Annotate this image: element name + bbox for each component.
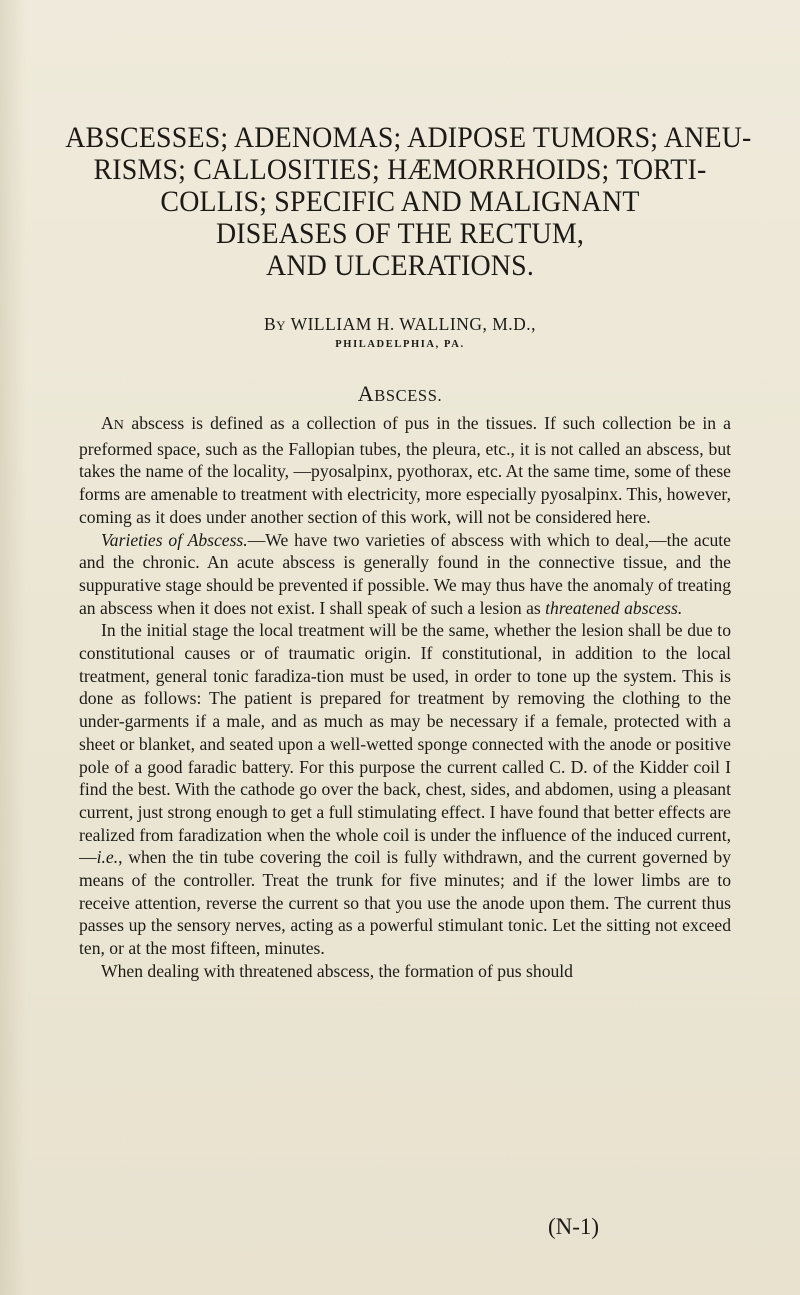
author-location: PHILADELPHIA, PA.: [335, 339, 465, 350]
paragraph-text: When dealing with threatened abscess, the formation of pus should: [101, 960, 573, 981]
author-byline: [40, 314, 760, 335]
italic-term: threatened abscess.: [545, 597, 683, 618]
paragraph-text: abscess is defined as a collection of pus in the tissues. If such collection be in a preformed space, such as the Fallopian tubes, the pleura, etc., it is not called an abscess, but takes the name of the locality, —pyosalpinx, pyothorax, etc. At the same time, some of these forms are amenable to treatment with electricity, more especially pyosalpinx. This, however, coming as it does under another section of this work, will not be considered here.: [79, 413, 731, 527]
title-line: COLLIS; SPECIFIC AND MALIGNANT: [160, 185, 640, 218]
title-line: ABSCESSES; ADENOMAS; ADIPOSE TUMORS; ANEU-: [65, 121, 752, 154]
byline-prefix-rest: Y: [276, 318, 287, 333]
paragraph-text: —We have two varieties of abscess with which to deal,—the acute and the chronic. An acute abscess is generally found in the connective tissue, and the suppurative stage should be prevented if possible. We may thus have the anomaly of treating an abscess when it does not exist. I shall speak of such a lesion as: [79, 529, 731, 618]
lead-rest: N: [113, 418, 125, 433]
italic-abbrev: i.e.: [96, 847, 119, 868]
author-name: WILLIAM H. WALLING, M.D.,: [290, 314, 537, 334]
heading-cap: A: [357, 381, 375, 406]
paragraph: [79, 412, 731, 529]
page-edge-shadow: [0, 0, 26, 1295]
body-text: [79, 412, 731, 983]
paragraph: [79, 619, 731, 960]
title-line: RISMS; CALLOSITIES; HÆMORRHOIDS; TORTI-: [93, 153, 707, 186]
subheading: Varieties of Abscess.: [101, 529, 248, 550]
lead-cap: A: [101, 413, 114, 433]
article-title: [65, 121, 752, 282]
section-heading: [40, 381, 760, 407]
paragraph-text: In the initial stage the local treatment will be the same, whether the lesion shall be due to constitutional causes or of traumatic origin. If constitutional, in addition to the local treatment, general tonic faradiza-tion must be used, in order to tone up the system. This is done as follows: The patient is prepared for treatment by removing the clothing to the under-garments if a male, and as much as may be necessary if a female, protected with a sheet or blanket, and seated upon a well-wetted sponge connected with the anode or positive pole of a good faradic battery. For this purpose the current called C. D. of the Kidder coil I find the best. With the cathode go over the back, chest, sides, and abdomen, using a pleasant current, just strong enough to get a full stimulating effect. I have found that better effects are realized from faradization when the whole coil is under the influence of the induced current,—: [79, 620, 731, 868]
paragraph-text: , when the tin tube covering the coil is fully withdrawn, and the current governed by means of the controller. Treat the trunk for five minutes; and if the lower limbs are to receive attention, reverse the current so that you use the anode upon them. The current thus passes up the sensory nerves, acting as a powerful stimulant tonic. Let the sitting not exceed ten, or at the most fifteen, minutes.: [79, 847, 731, 959]
title-line: DISEASES OF THE RECTUM,: [215, 217, 585, 250]
byline-prefix-cap: B: [263, 314, 277, 334]
paragraph: [79, 960, 731, 983]
heading-rest: BSCESS.: [374, 386, 443, 405]
page-signature: (N-1): [548, 1214, 600, 1239]
title-line: AND ULCERATIONS.: [265, 249, 535, 282]
paragraph: [79, 529, 731, 620]
